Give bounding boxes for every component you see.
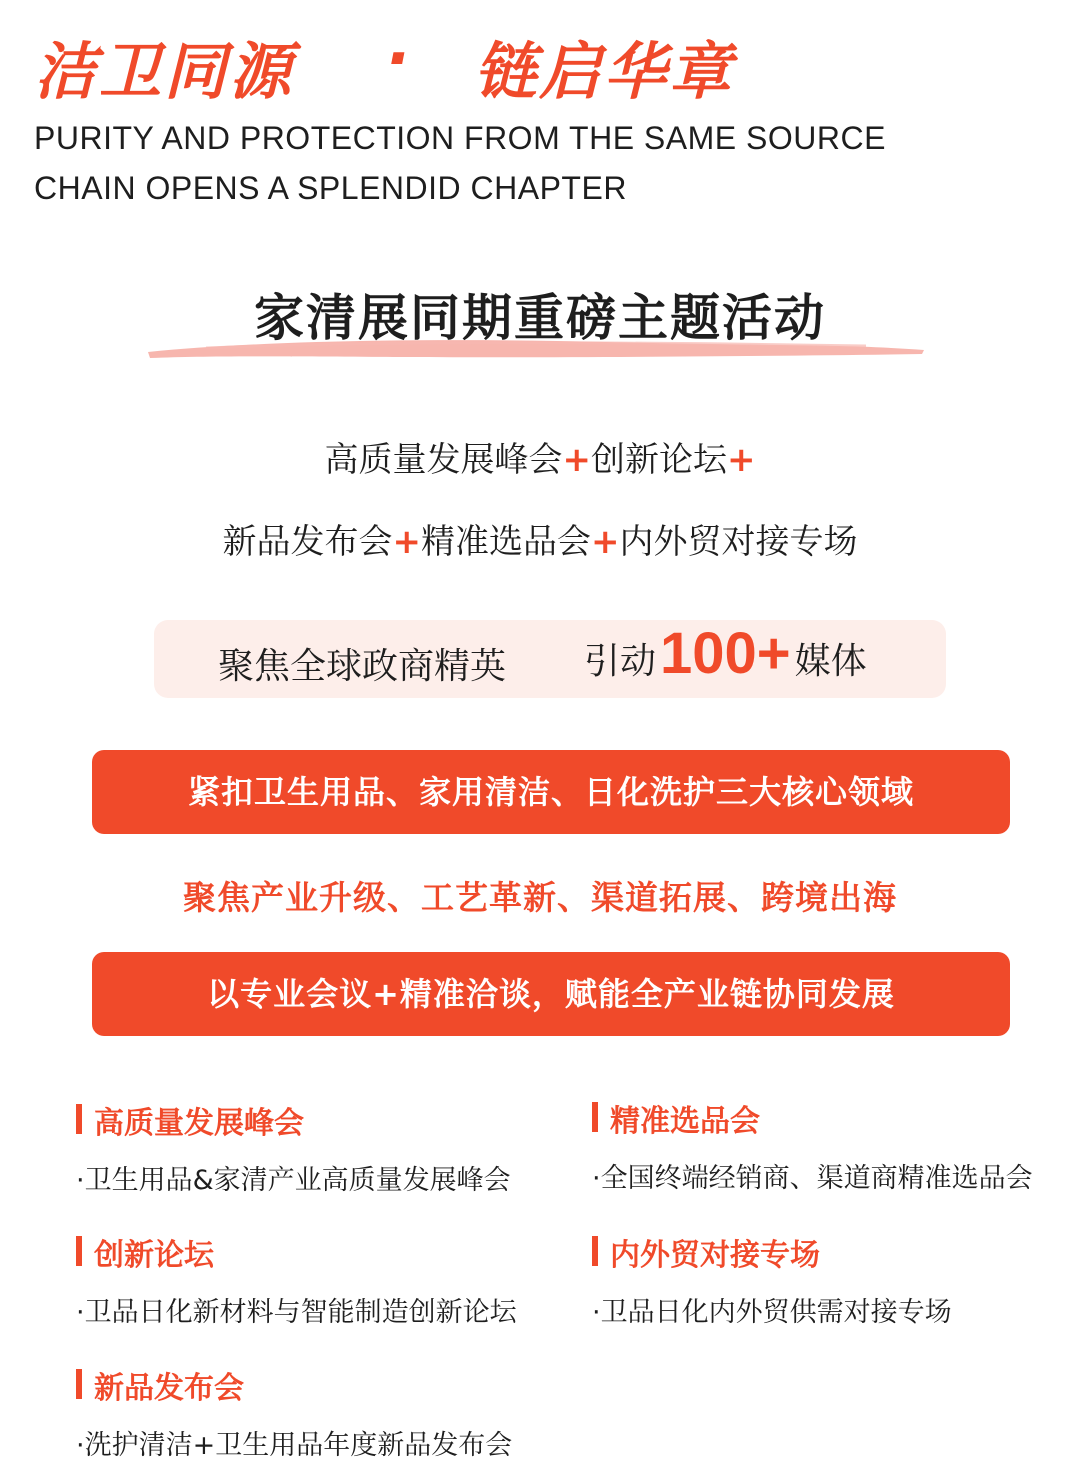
event-selection: 精准选品会 (421, 522, 591, 562)
subtitle-line-2: CHAIN OPENS A SPLENDID CHAPTER (34, 170, 627, 206)
plus-sign: + (591, 522, 620, 562)
plus-sign: + (392, 522, 421, 562)
event-trade: 内外贸对接专场 (619, 522, 858, 562)
event-summit: 高质量发展峰会 (324, 440, 563, 480)
category-title-trade: 内外贸对接专场 (592, 1230, 820, 1274)
empowerment-banner: 以专业会议+精准洽谈，赋能全产业链协同发展 (92, 952, 1010, 1036)
focus-elite-text: 聚焦全球政商精英 (218, 646, 507, 687)
focus-media-prefix: 引动 (584, 641, 657, 682)
subtitle-line-1: PURITY AND PROTECTION FROM THE SAME SOURCE (34, 120, 886, 156)
focus-media-suffix: 媒体 (794, 641, 867, 682)
category-title-launch: 新品发布会 (76, 1363, 244, 1407)
events-line-1 (0, 432, 1080, 481)
focus-media-number: 100+ (660, 621, 791, 686)
category-item-forum: ·卫品日化新材料与智能制造创新论坛 (76, 1297, 517, 1328)
category-title-summit: 高质量发展峰会 (76, 1098, 304, 1142)
focus-media-text (584, 620, 867, 687)
plus-sign: + (562, 440, 591, 480)
event-forum: 创新论坛 (591, 440, 727, 480)
events-line-2 (0, 514, 1080, 563)
category-title-forum: 创新论坛 (76, 1230, 214, 1274)
core-domains-banner: 紧扣卫生用品、家用清洁、日化洗护三大核心领域 (92, 750, 1010, 834)
hero-title-right: 链启华章 (474, 35, 735, 108)
section-heading: 家清展同期重磅主题活动 (254, 289, 826, 347)
plus-sign: + (727, 440, 756, 480)
event-launch: 新品发布会 (222, 522, 393, 562)
category-item-summit: ·卫生用品&家清产业高质量发展峰会 (76, 1165, 511, 1196)
category-item-launch: ·洗护清洁+卫生用品年度新品发布会 (76, 1430, 513, 1461)
hero-title-left: 洁卫同源 (34, 35, 295, 108)
category-item-trade: ·卫品日化内外贸供需对接专场 (592, 1297, 952, 1328)
category-item-selection: ·全国终端经销商、渠道商精准选品会 (592, 1163, 1033, 1194)
hero-title (34, 22, 735, 111)
category-title-selection: 精准选品会 (592, 1096, 760, 1140)
focus-statement: 聚焦产业升级、工艺革新、渠道拓展、跨境出海 (183, 878, 897, 917)
hero-separator: · (386, 22, 413, 95)
